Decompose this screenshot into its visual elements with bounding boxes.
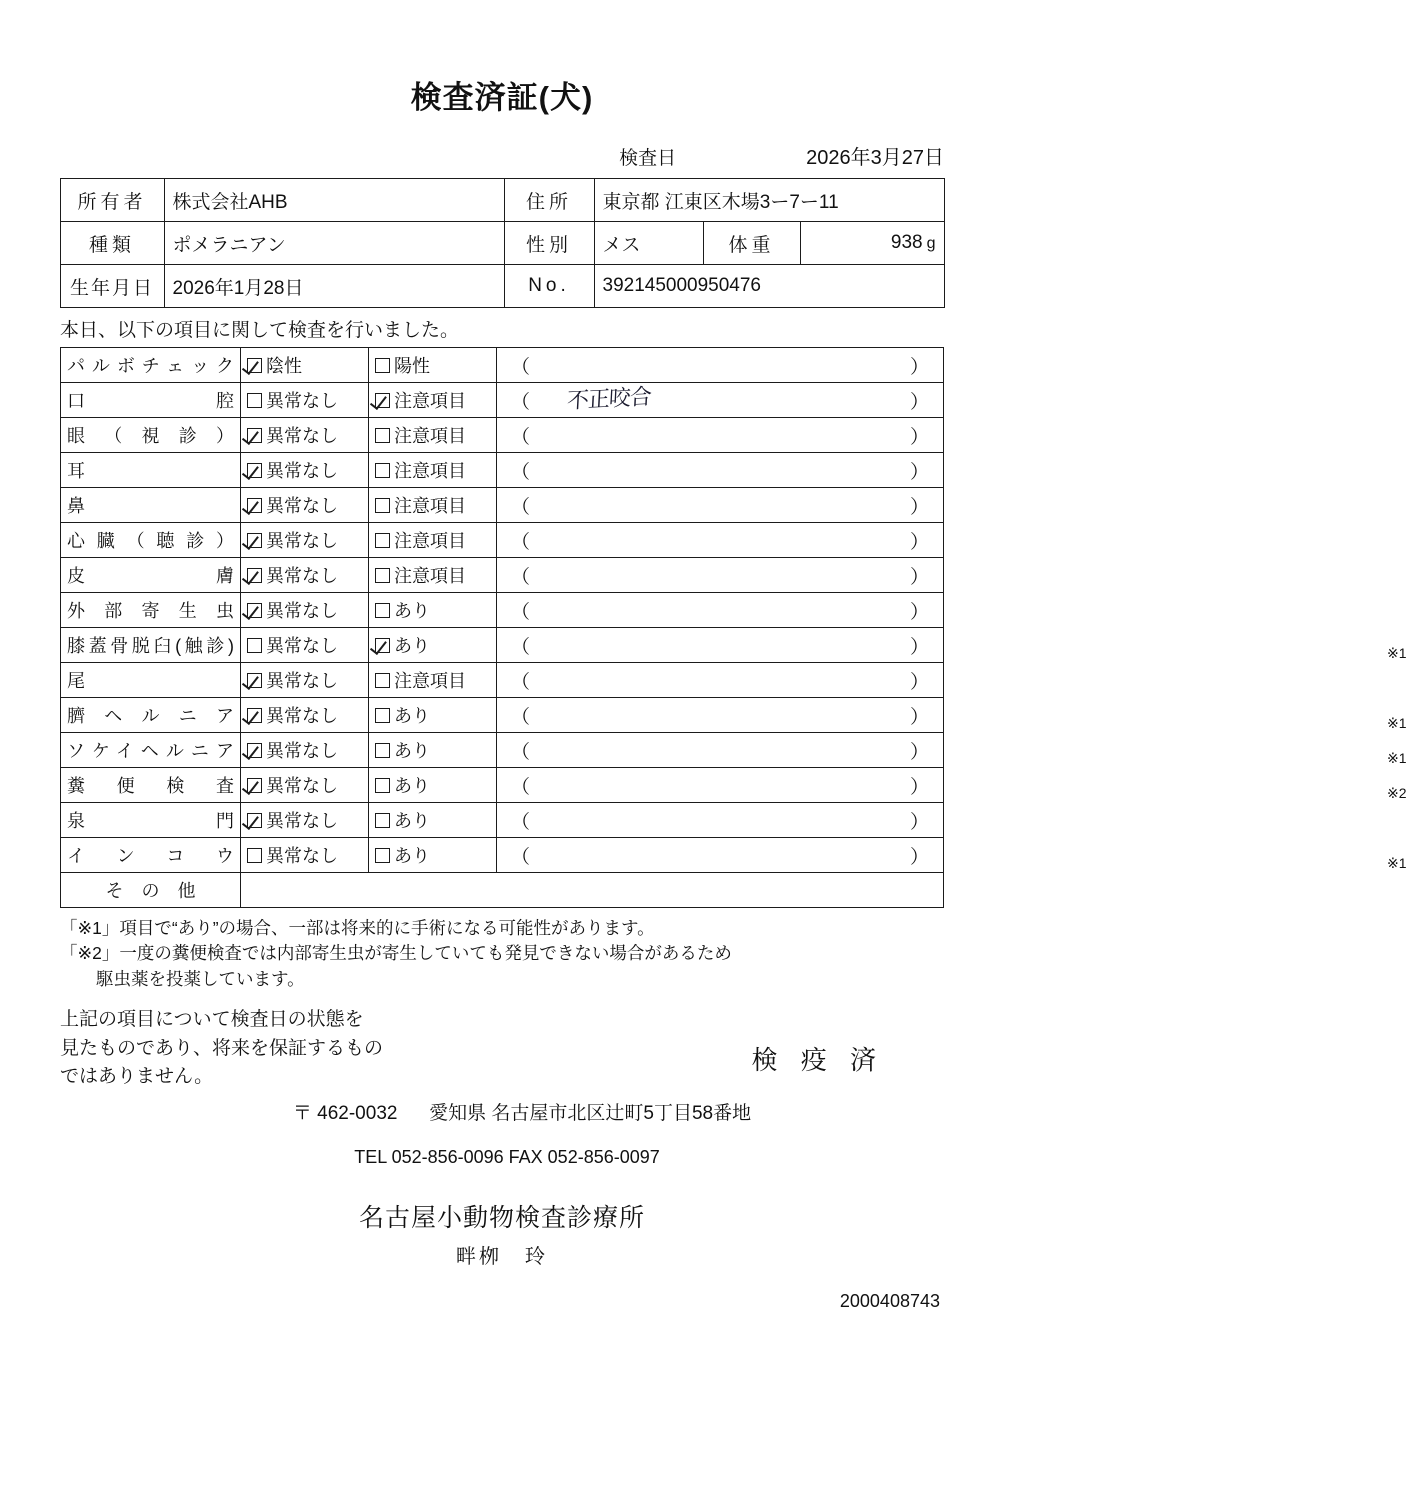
- paren-open: （: [511, 777, 531, 798]
- paren-open: （: [511, 357, 531, 378]
- exam-option-label: 異常なし: [266, 741, 338, 761]
- exam-row-other: [61, 873, 944, 908]
- exam-note-field[interactable]: [497, 698, 1407, 733]
- serial-number: 2000408743: [839, 1290, 940, 1311]
- exam-option-2[interactable]: [369, 663, 497, 698]
- exam-option-1[interactable]: [241, 523, 369, 558]
- checkbox-icon[interactable]: [375, 848, 390, 863]
- exam-row: [61, 488, 944, 523]
- exam-option-label: 異常なし: [266, 811, 338, 831]
- exam-row: [61, 523, 944, 558]
- exam-note-field[interactable]: [497, 418, 944, 453]
- paren-close: ）: [909, 742, 929, 763]
- checkbox-icon[interactable]: [375, 603, 390, 618]
- exam-note-field[interactable]: [497, 593, 944, 628]
- footnote-marker: ※1: [1387, 715, 1407, 731]
- paren-open: （: [511, 637, 531, 658]
- header-row-owner: [60, 179, 944, 222]
- exam-option-1[interactable]: [241, 803, 369, 838]
- birth-value: 2026年1月28日: [164, 265, 504, 308]
- registration-no-label: No.: [504, 265, 594, 308]
- paren-open: （: [511, 497, 531, 518]
- paren-close: ）: [909, 497, 929, 518]
- exam-item-label: [61, 838, 241, 873]
- paren-open: （: [511, 427, 531, 448]
- exam-item-text: 尾: [67, 671, 85, 691]
- exam-item-label: [61, 383, 241, 418]
- paren-open: （: [511, 707, 531, 728]
- paren-close: ）: [909, 357, 929, 378]
- exam-option-label: あり: [394, 811, 430, 831]
- checkbox-icon[interactable]: [247, 638, 262, 653]
- checkbox-icon[interactable]: [247, 568, 262, 583]
- intro-text: 本日、以下の項目に関して検査を行いました。: [60, 320, 460, 341]
- checkbox-icon[interactable]: [375, 393, 390, 408]
- exam-item-label: [61, 453, 241, 488]
- clinic-address: 愛知県 名古屋市北区辻町5丁目58番地: [429, 1102, 752, 1124]
- birth-label: 生年月日: [60, 265, 164, 308]
- exam-option-1[interactable]: [241, 418, 369, 453]
- page-title: 検査済証(犬): [410, 80, 594, 115]
- checkbox-icon[interactable]: [375, 533, 390, 548]
- exam-date-line: [0, 141, 1004, 170]
- checkbox-icon[interactable]: [247, 498, 262, 513]
- exam-option-label: 異常なし: [266, 531, 338, 551]
- exam-note-field[interactable]: [497, 803, 944, 838]
- exam-item-label: [61, 698, 241, 733]
- exam-item-label: [61, 733, 241, 768]
- quarantine-stamp: 検 疫 済: [751, 1045, 884, 1076]
- weight-unit: g: [926, 235, 936, 252]
- checkbox-icon[interactable]: [247, 708, 262, 723]
- exam-option-2[interactable]: [369, 803, 497, 838]
- checkbox-icon[interactable]: [375, 358, 390, 373]
- exam-item-text: 臍ヘルニア: [67, 706, 234, 726]
- exam-option-2[interactable]: [369, 383, 497, 418]
- checkbox-icon[interactable]: [247, 813, 262, 828]
- exam-option-1[interactable]: [241, 733, 369, 768]
- registration-no-value: 392145000950476: [594, 265, 944, 308]
- exam-option-2[interactable]: [369, 698, 497, 733]
- handwritten-note: 不正咬合: [566, 384, 652, 415]
- exam-option-label: 注意項目: [394, 531, 466, 551]
- exam-option-label: 注意項目: [394, 391, 466, 411]
- exam-option-2[interactable]: [369, 523, 497, 558]
- exam-option-label: 注意項目: [394, 671, 466, 691]
- exam-option-1[interactable]: [241, 453, 369, 488]
- exam-row: [61, 593, 944, 628]
- exam-option-label: あり: [394, 741, 430, 761]
- footnotes: [60, 916, 944, 992]
- weight-value: 938: [890, 232, 923, 253]
- address-value: 東京都 江東区木場3ー7ー11: [594, 179, 944, 222]
- breed-label: 種類: [60, 222, 164, 265]
- exam-row: [61, 348, 944, 383]
- owner-label: 所有者: [60, 179, 164, 222]
- paren-open: （: [511, 602, 531, 623]
- exam-item-text: 糞 便 検 査: [67, 776, 234, 796]
- exam-option-1[interactable]: [241, 698, 369, 733]
- paren-close: ）: [909, 847, 929, 868]
- exam-option-label: 異常なし: [266, 496, 338, 516]
- exam-row: [61, 803, 944, 838]
- exam-option-label: 異常なし: [266, 601, 338, 621]
- exam-note-field[interactable]: [497, 383, 944, 418]
- paren-open: （: [511, 567, 531, 588]
- exam-option-2[interactable]: [369, 628, 497, 663]
- checkbox-icon[interactable]: [375, 708, 390, 723]
- clinic-address-line: [0, 1098, 1004, 1125]
- exam-note-field[interactable]: [497, 663, 944, 698]
- exam-item-text: 泉 門: [67, 811, 234, 831]
- statement-text: [60, 1006, 383, 1092]
- exam-note-field[interactable]: [497, 488, 944, 523]
- paren-close: ）: [909, 427, 929, 448]
- exam-note-field[interactable]: [497, 628, 1407, 663]
- exam-option-label: 異常なし: [266, 461, 338, 481]
- footnote-marker: ※1: [1387, 855, 1407, 871]
- statement-line-2: 見たものであり、将来を保証するもの: [60, 1037, 384, 1059]
- header-row-breed: [60, 222, 944, 265]
- paren-open: （: [511, 532, 531, 553]
- footnote-marker: ※2: [1387, 785, 1407, 801]
- exam-option-label: あり: [394, 846, 430, 866]
- clinic-name: 名古屋小動物検査診療所: [358, 1203, 645, 1232]
- exam-option-2[interactable]: [369, 348, 497, 383]
- checkbox-icon[interactable]: [247, 358, 262, 373]
- exam-row: [61, 418, 944, 453]
- exam-option-label: 異常なし: [266, 706, 338, 726]
- footnote-marker: ※1: [1387, 645, 1407, 661]
- exam-option-label: 陽性: [394, 356, 430, 376]
- doctor-name: 畔栁 玲: [456, 1245, 548, 1268]
- exam-table: [60, 347, 1407, 908]
- exam-option-label: 注意項目: [394, 426, 466, 446]
- exam-option-1[interactable]: [241, 593, 369, 628]
- exam-row: [61, 698, 944, 733]
- checkbox-icon[interactable]: [375, 743, 390, 758]
- checkbox-icon[interactable]: [375, 638, 390, 653]
- checkbox-icon[interactable]: [375, 428, 390, 443]
- exam-item-label: [61, 768, 241, 803]
- exam-option-label: 異常なし: [266, 671, 338, 691]
- exam-row: [61, 383, 944, 418]
- checkbox-icon[interactable]: [247, 393, 262, 408]
- paren-close: ）: [909, 637, 929, 658]
- exam-option-2[interactable]: [369, 593, 497, 628]
- exam-other-field[interactable]: [241, 873, 944, 908]
- exam-item-text: 心臓（聴診）: [67, 531, 234, 551]
- checkbox-icon[interactable]: [375, 778, 390, 793]
- exam-row: [61, 733, 944, 768]
- exam-note-field[interactable]: [497, 523, 944, 558]
- exam-option-label: 注意項目: [394, 566, 466, 586]
- exam-row: [61, 663, 944, 698]
- checkbox-icon[interactable]: [247, 673, 262, 688]
- header-table: [60, 178, 945, 308]
- paren-close: ）: [909, 392, 929, 413]
- exam-option-1[interactable]: [241, 663, 369, 698]
- exam-item-text: 鼻: [67, 496, 85, 516]
- paren-close: ）: [909, 602, 929, 623]
- breed-value: ポメラニアン: [164, 222, 504, 265]
- exam-note-field[interactable]: [497, 453, 944, 488]
- paren-close: ）: [909, 707, 929, 728]
- paren-close: ）: [909, 567, 929, 588]
- exam-item-text: 眼（視診）: [67, 426, 234, 446]
- exam-option-label: 異常なし: [266, 426, 338, 446]
- exam-item-text: インコウ: [67, 846, 234, 866]
- exam-item-label: [61, 593, 241, 628]
- header-row-birth: [60, 265, 944, 308]
- exam-option-2[interactable]: [369, 488, 497, 523]
- checkbox-icon[interactable]: [247, 463, 262, 478]
- exam-item-label-other: そ の 他: [61, 873, 241, 908]
- paren-open: （: [511, 672, 531, 693]
- checkbox-icon[interactable]: [375, 463, 390, 478]
- exam-row: [61, 558, 944, 593]
- paren-open: （: [511, 742, 531, 763]
- statement-line-1: 上記の項目について検査日の状態を: [60, 1009, 364, 1031]
- exam-option-2[interactable]: [369, 418, 497, 453]
- exam-option-1[interactable]: [241, 838, 369, 873]
- exam-option-1[interactable]: [241, 488, 369, 523]
- exam-item-label: [61, 418, 241, 453]
- paren-close: ）: [909, 532, 929, 553]
- owner-value: 株式会社AHB: [164, 179, 504, 222]
- exam-item-text: 口 腔: [67, 391, 234, 411]
- exam-note-field[interactable]: [497, 838, 1407, 873]
- exam-option-label: 異常なし: [266, 391, 338, 411]
- exam-option-label: 異常なし: [266, 566, 338, 586]
- paren-close: ）: [909, 672, 929, 693]
- exam-item-label: [61, 628, 241, 663]
- exam-note-field[interactable]: [497, 558, 944, 593]
- paren-open: （: [511, 812, 531, 833]
- exam-row: [61, 768, 944, 803]
- paren-open: （: [511, 392, 531, 413]
- exam-item-label: [61, 523, 241, 558]
- exam-option-label: あり: [394, 776, 430, 796]
- exam-option-1[interactable]: [241, 348, 369, 383]
- exam-date-value: 2026年3月27日: [806, 147, 944, 169]
- footnote-3: 駆虫薬を投薬しています。: [96, 968, 305, 989]
- paren-close: ）: [909, 777, 929, 798]
- statement-row: [60, 1006, 944, 1092]
- exam-item-text: パルボチェック: [67, 356, 234, 376]
- exam-note-field[interactable]: [497, 733, 1407, 768]
- exam-item-text: 皮 膚: [67, 566, 234, 586]
- footnote-marker: ※1: [1387, 750, 1407, 766]
- clinic-postal: 〒 462-0032: [292, 1102, 398, 1124]
- paren-open: （: [511, 847, 531, 868]
- exam-row: [61, 838, 944, 873]
- address-label: 住所: [504, 179, 594, 222]
- exam-option-2[interactable]: [369, 733, 497, 768]
- exam-item-text: ソケイヘルニア: [67, 741, 234, 761]
- exam-option-label: 異常なし: [266, 846, 338, 866]
- exam-note-field[interactable]: [497, 768, 1407, 803]
- exam-option-label: あり: [394, 706, 430, 726]
- exam-item-label: [61, 488, 241, 523]
- exam-item-text: 外部寄生虫: [67, 601, 234, 621]
- exam-option-label: あり: [394, 636, 430, 656]
- exam-option-1[interactable]: [241, 383, 369, 418]
- exam-option-label: 異常なし: [266, 776, 338, 796]
- exam-item-text: 耳: [67, 461, 85, 481]
- statement-line-3: ではありません。: [60, 1066, 214, 1088]
- sex-value: メス: [595, 222, 704, 264]
- exam-option-1[interactable]: [241, 558, 369, 593]
- checkbox-icon[interactable]: [375, 673, 390, 688]
- checkbox-icon[interactable]: [247, 428, 262, 443]
- sex-label: 性別: [504, 222, 594, 265]
- paren-open: （: [511, 462, 531, 483]
- exam-row: [61, 453, 944, 488]
- exam-item-label: [61, 663, 241, 698]
- checkbox-icon[interactable]: [247, 743, 262, 758]
- exam-item-label: [61, 558, 241, 593]
- exam-row: [61, 628, 944, 663]
- exam-option-2[interactable]: [369, 768, 497, 803]
- exam-option-label: 異常なし: [266, 636, 338, 656]
- clinic-tel: TEL 052-856-0096 FAX 052-856-0097: [354, 1146, 660, 1167]
- checkbox-icon[interactable]: [375, 498, 390, 513]
- checkbox-icon[interactable]: [247, 848, 262, 863]
- checkbox-icon[interactable]: [247, 778, 262, 793]
- paren-close: ）: [909, 462, 929, 483]
- exam-option-2[interactable]: [369, 453, 497, 488]
- weight-label: 体重: [703, 222, 800, 264]
- exam-option-label: 陰性: [266, 356, 302, 376]
- checkbox-icon[interactable]: [375, 568, 390, 583]
- exam-item-label: [61, 803, 241, 838]
- exam-option-1[interactable]: [241, 628, 369, 663]
- footnote-2: 「※2」一度の糞便検査では内部寄生虫が寄生していても発見できない場合があるため: [60, 943, 732, 964]
- exam-option-1[interactable]: [241, 768, 369, 803]
- exam-date-label: 検査日: [619, 148, 677, 169]
- checkbox-icon[interactable]: [247, 603, 262, 618]
- exam-item-label: [61, 348, 241, 383]
- exam-option-2[interactable]: [369, 558, 497, 593]
- checkbox-icon[interactable]: [247, 533, 262, 548]
- exam-option-label: 注意項目: [394, 496, 466, 516]
- exam-note-field[interactable]: [497, 348, 944, 383]
- exam-option-label: あり: [394, 601, 430, 621]
- exam-option-label: 注意項目: [394, 461, 466, 481]
- exam-option-2[interactable]: [369, 838, 497, 873]
- checkbox-icon[interactable]: [375, 813, 390, 828]
- certificate-page: [0, 72, 1407, 1500]
- paren-close: ）: [909, 812, 929, 833]
- footnote-1: 「※1」項目で“あり”の場合、一部は将来的に手術になる可能性があります。: [60, 918, 655, 938]
- exam-item-text: 膝蓋骨脱臼(触診): [67, 636, 234, 656]
